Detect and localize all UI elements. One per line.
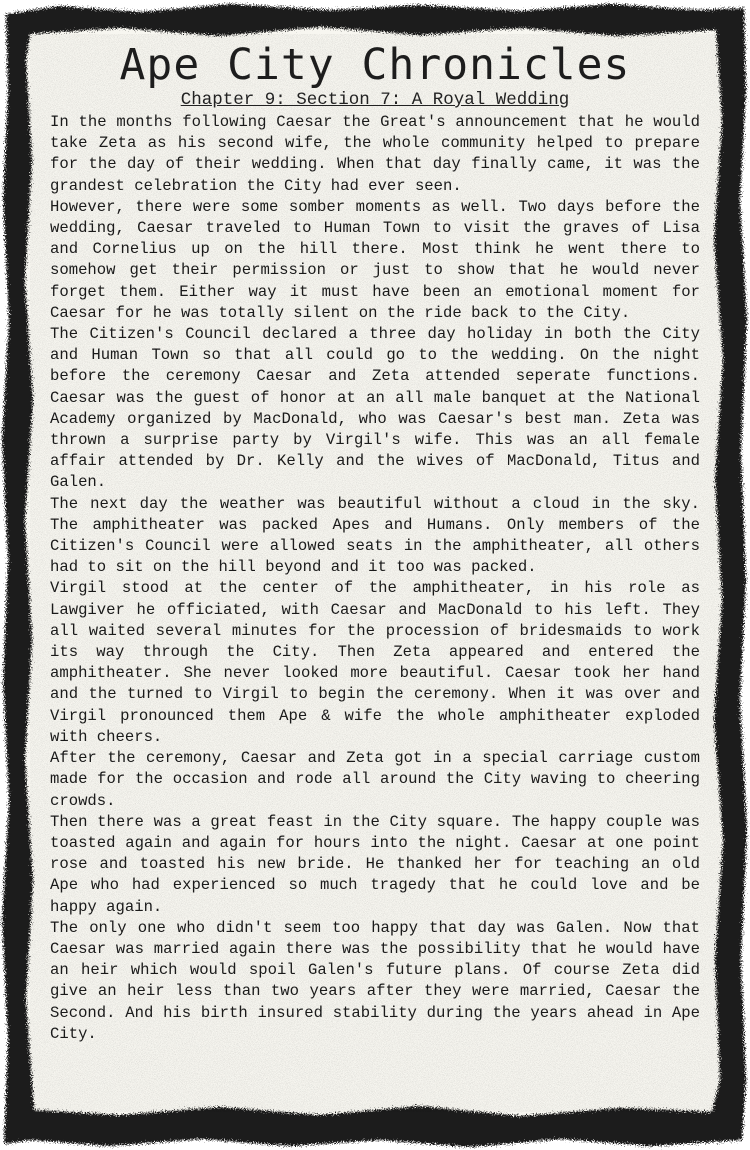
paragraph-7: Then there was a great feast in the City square. The happy couple was toasted again and again for hours into the night. Caesar at one point rose and toasted his new bride. He thanked her for teaching an old Ape who had experienced so much tragedy that he could love and be happy again. — [50, 812, 700, 916]
paragraph-1: In the months following Caesar the Great's announcement that he would take Zeta as his second wife, the whole community helped to prepare for the day of their wedding. When that day finally came, it was the grandest celebration the City had ever seen. — [50, 113, 700, 195]
chapter-subtitle: Chapter 9: Section 7: A Royal Wedding — [180, 90, 570, 110]
article-body — [50, 112, 700, 1045]
paragraph-5: Virgil stood at the center of the amphitheater, in his role as Lawgiver he officiated, with Caesar and MacDonald to his left. They all waited several minutes for the procession of bridesmaids to work its way through the City. Then Zeta appeared and entered the amphitheater. She never looked more beautiful. Caesar took her hand and the turned to Virgil to begin the ceremony. When it was over and Virgil pronounced them Ape & wife the whole amphitheater exploded with cheers. — [50, 579, 700, 746]
document-title: Ape City Chronicles — [119, 40, 631, 90]
paragraph-6: After the ceremony, Caesar and Zeta got in a special carriage custom made for the occasion and rode all around the City waving to cheering crowds. — [50, 749, 700, 810]
paragraph-8: The only one who didn't seem too happy that day was Galen. Now that Caesar was married again there was the possibility that he would have an heir which would spoil Galen's future plans. Of course Zeta did give an heir less than two years after they were married, Caesar the Second. And his birth insured stability during the years ahead in Ape City. — [50, 918, 700, 1043]
paragraph-3: The Citizen's Council declared a three day holiday in both the City and Human Town so that all could go to the wedding. On the night before the ceremony Caesar and Zeta attended seperate functions. Caesar was the guest of honor at an all male banquet at the National Academy organized by MacDonald, who was Caesar's best man. Zeta was thrown a surprise party by Virgil's wife. This was an all female affair attended by Dr. Kelly and the wives of MacDonald, Titus and Galen. — [50, 325, 700, 492]
paragraph-4: The next day the weather was beautiful without a cloud in the sky. The amphitheater was packed Apes and Humans. Only members of the Citizen's Council were allowed seats in the amphitheater, all others had to sit on the hill beyond and it too was packed. — [50, 494, 700, 577]
paragraph-2: However, there were some somber moments as well. Two days before the wedding, Caesar traveled to Human Town to visit the graves of Lisa and Cornelius up on the hill there. Most think he went there to somehow get their permission or just to show that he would never forget them. Either way it must have been an emotional moment for Caesar for he was totally silent on the ride back to the City. — [50, 197, 700, 322]
